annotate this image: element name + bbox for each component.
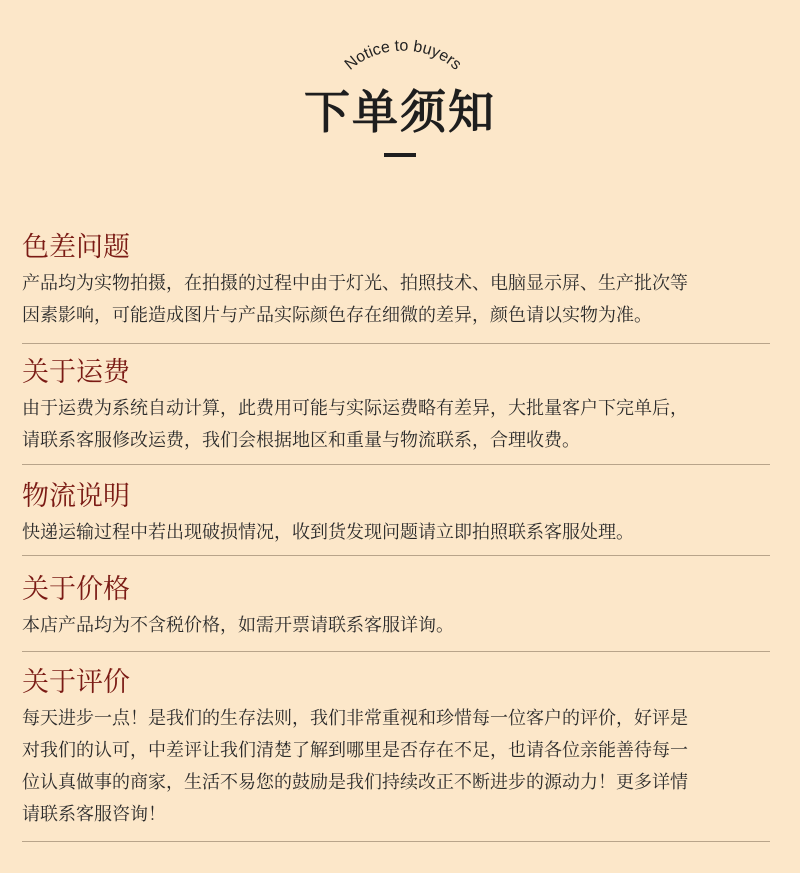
section-color-difference xyxy=(22,230,774,332)
section-reviews xyxy=(22,665,774,831)
section-text-line: 由于运费为系统自动计算，此费用可能与实际运费略有差异，大批量客户下完单后， xyxy=(22,398,688,419)
section-pricing xyxy=(22,572,774,642)
section-divider xyxy=(22,555,770,556)
section-heading: 关于运费 xyxy=(22,357,130,388)
section-divider xyxy=(22,651,770,652)
notice-header xyxy=(0,0,800,200)
section-divider xyxy=(22,464,770,465)
section-heading: 色差问题 xyxy=(22,232,130,263)
section-text-line: 快递运输过程中若出现破损情况，收到货发现问题请立即拍照联系客服处理。 xyxy=(22,522,634,543)
section-divider xyxy=(22,841,770,842)
title-divider xyxy=(384,153,416,157)
section-text-line: 本店产品均为不含税价格，如需开票请联系客服详询。 xyxy=(22,615,454,636)
section-logistics xyxy=(22,479,774,549)
section-text-line: 每天进步一点！是我们的生存法则，我们非常重视和珍惜每一位客户的评价，好评是 xyxy=(22,708,688,729)
section-text-line: 位认真做事的商家，生活不易您的鼓励是我们持续改正不断进步的源动力！更多详情 xyxy=(22,772,688,793)
section-text-line: 对我们的认可，中差评让我们清楚了解到哪里是否存在不足，也请各位亲能善待每一 xyxy=(22,740,688,761)
section-shipping-fee xyxy=(22,355,774,457)
section-divider xyxy=(22,343,770,344)
page-title: 下单须知 xyxy=(304,85,496,139)
section-text-line: 因素影响，可能造成图片与产品实际颜色存在细微的差异，颜色请以实物为准。 xyxy=(22,305,652,326)
section-heading: 关于价格 xyxy=(22,574,130,605)
section-heading: 物流说明 xyxy=(22,481,130,512)
section-text-line: 请联系客服咨询！ xyxy=(22,804,166,825)
section-heading: 关于评价 xyxy=(22,667,130,698)
section-text-line: 产品均为实物拍摄，在拍摄的过程中由于灯光、拍照技术、电脑显示屏、生产批次等 xyxy=(22,273,688,294)
arc-subtitle-text: Notice to buyers xyxy=(341,37,465,74)
section-text-line: 请联系客服修改运费，我们会根据地区和重量与物流联系，合理收费。 xyxy=(22,430,580,451)
